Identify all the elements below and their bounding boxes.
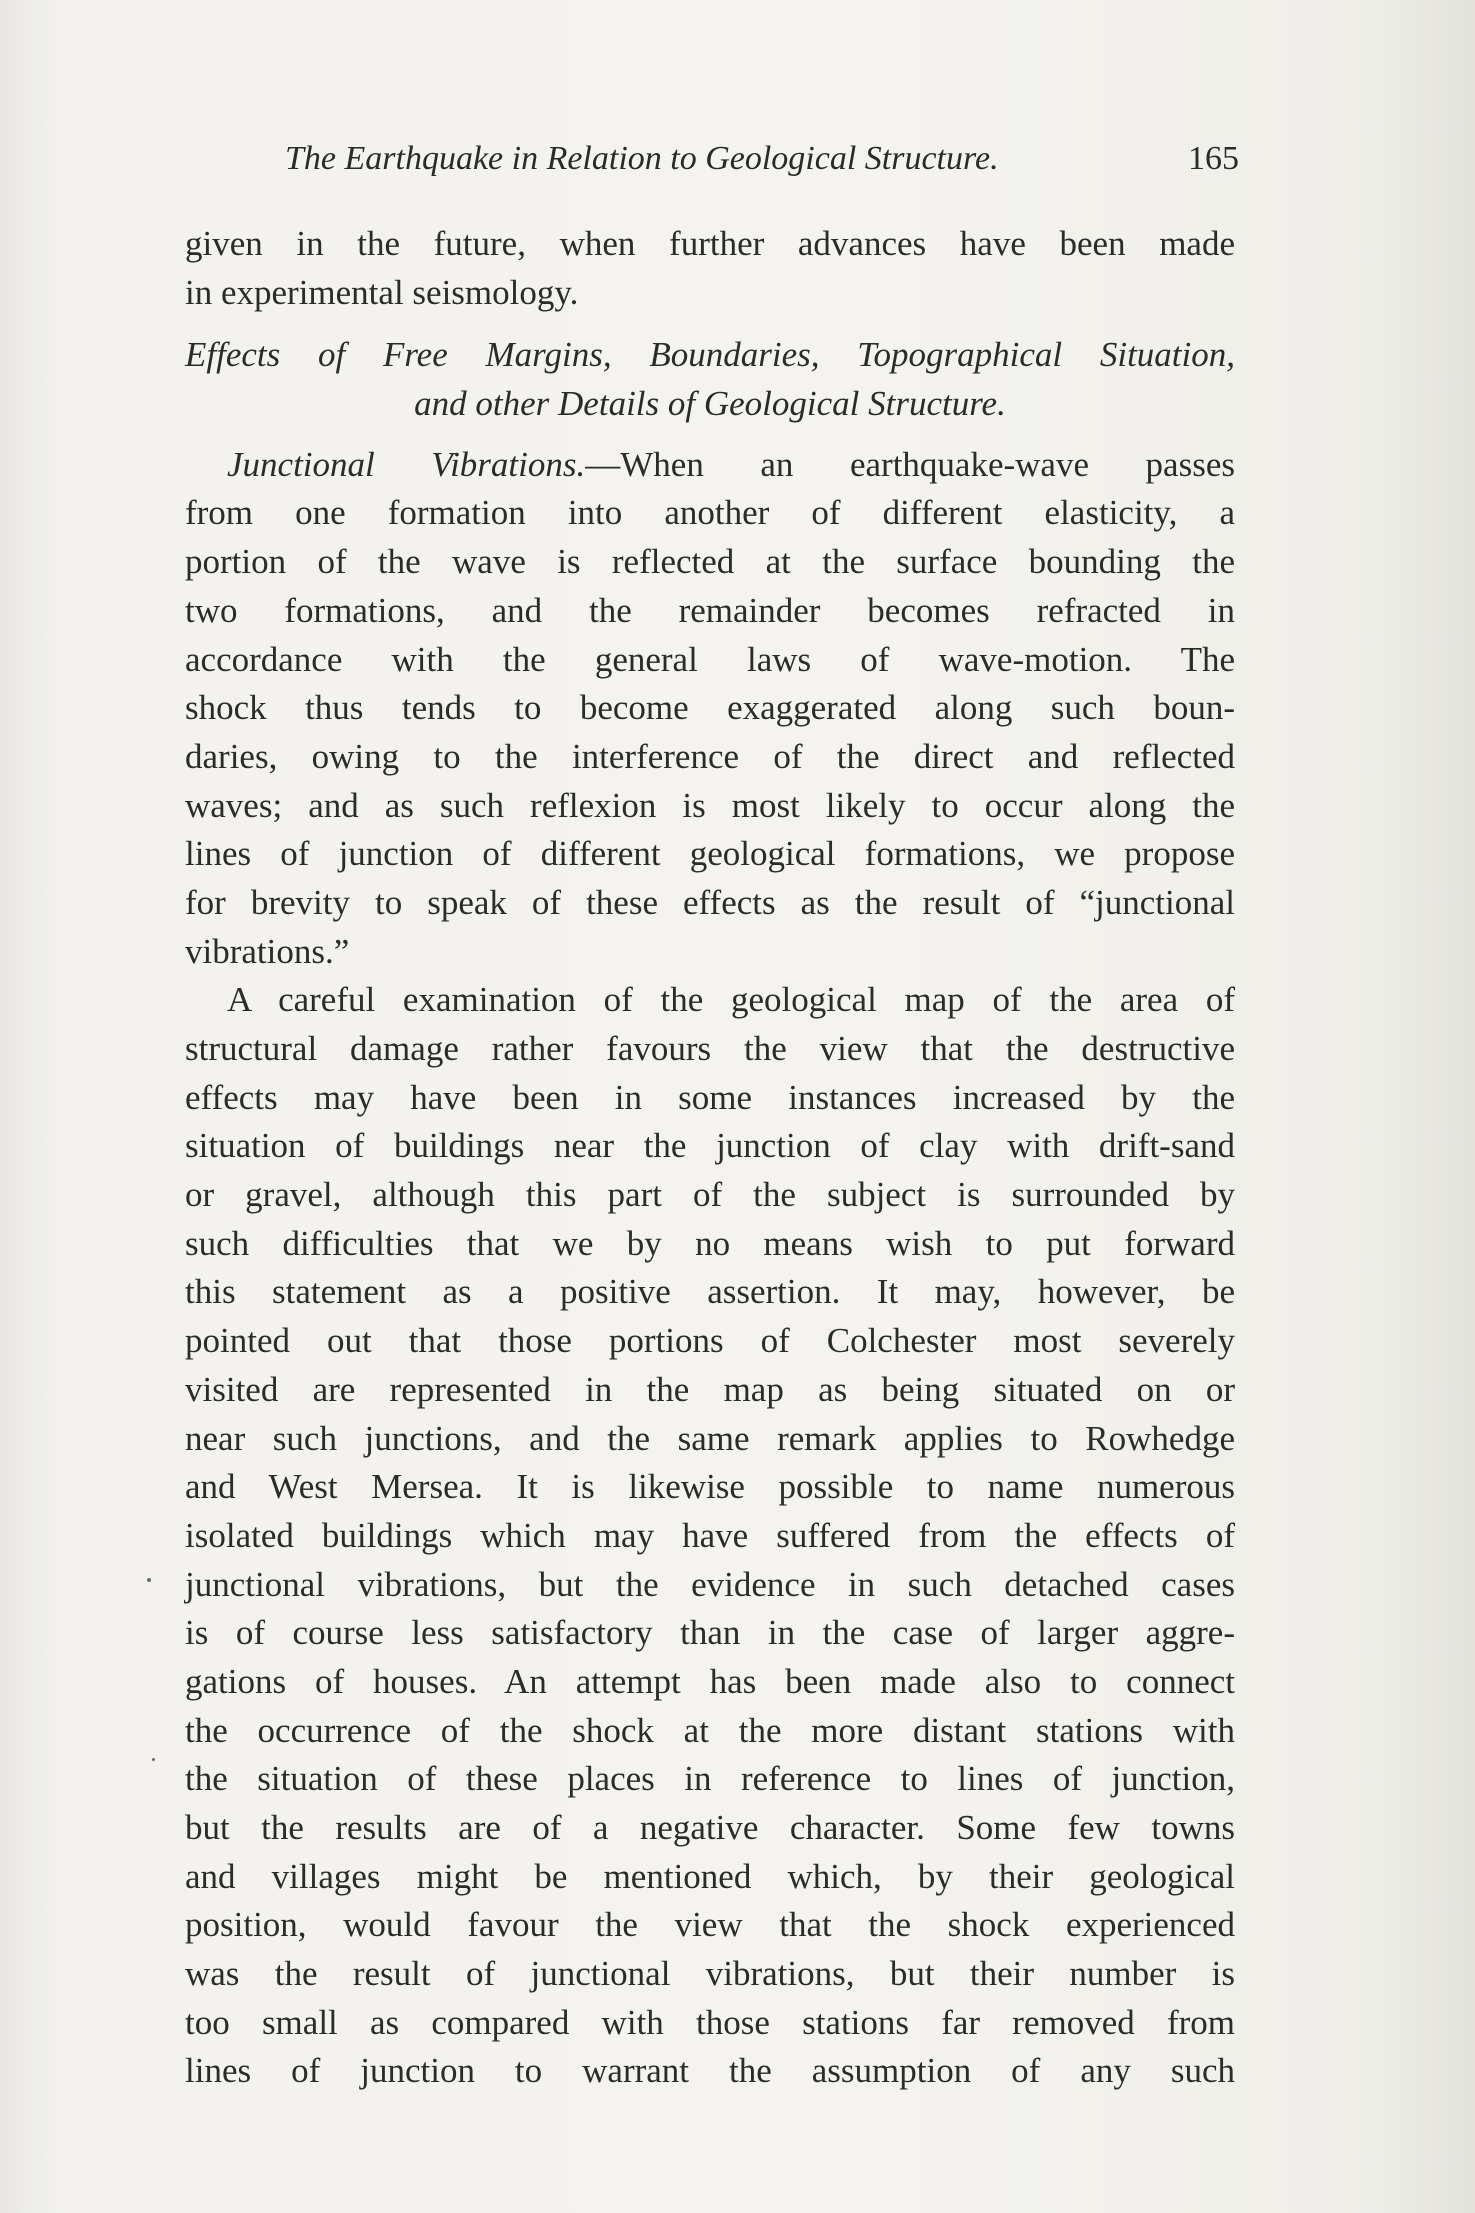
text-line: situation of buildings near the junction of clay with drift-sand [185, 1126, 1235, 1166]
text-run: —When an earthquake-wave passes [585, 444, 1235, 484]
paper-speck [147, 1578, 151, 1582]
text-line: structural damage rather favours the view that the destructive [185, 1029, 1235, 1068]
text-line: lines of junction of different geological formations, we propose [185, 834, 1235, 874]
text-line: waves; and as such reflexion is most likely to occur along the [185, 785, 1235, 825]
paragraph-3 [185, 976, 1235, 2096]
section-heading-line: Effects of Free Margins, Boundaries, Topographical Situation, [185, 335, 1235, 375]
running-head-title: The Earthquake in Relation to Geological Structure. [285, 140, 999, 177]
text-line: two formations, and the remainder becomes refracted in [185, 590, 1235, 630]
text-line: daries, owing to the interference of the direct and reflected [185, 736, 1235, 776]
text-line: visited are represented in the map as being situated on or [185, 1369, 1235, 1409]
text-line: from one formation into another of different elasticity, a [185, 493, 1235, 533]
paragraph-1 [185, 220, 1235, 317]
run-in-heading: Junctional Vibrations. [227, 444, 586, 484]
text-line: gations of houses. An attempt has been made also to connect [185, 1661, 1235, 1701]
section-heading [185, 331, 1235, 428]
text-line: for brevity to speak of these effects as the result of “junctional [185, 882, 1235, 922]
text-line: pointed out that those portions of Colchester most severely [185, 1321, 1235, 1361]
text-line: the occurrence of the shock at the more distant stations with [185, 1710, 1235, 1750]
text-line: in experimental seismology. [185, 272, 579, 312]
page-body [185, 220, 1235, 2096]
page-number: 165 [1188, 140, 1239, 177]
paragraph-2 [185, 441, 1235, 977]
text-line: A careful examination of the geological map of the area of [227, 980, 1235, 1020]
text-line: shock thus tends to become exaggerated along such boun- [185, 688, 1235, 728]
text-line: lines of junction to warrant the assumption of any such [185, 2051, 1235, 2091]
text-line: junctional vibrations, but the evidence in such detached cases [185, 1564, 1235, 1604]
text-line: position, would favour the view that the shock experienced [185, 1905, 1235, 1945]
text-line: too small as compared with those stations far removed from [185, 2002, 1235, 2042]
text-line: was the result of junctional vibrations, but their number is [185, 1954, 1235, 1994]
text-line: or gravel, although this part of the subject is surrounded by [185, 1175, 1235, 1215]
text-line [185, 441, 1235, 490]
text-line: the situation of these places in reference to lines of junction, [185, 1759, 1235, 1799]
text-line: given in the future, when further advances have been made [185, 224, 1235, 263]
text-line: near such junctions, and the same remark applies to Rowhedge [185, 1418, 1235, 1458]
text-line: vibrations.” [185, 931, 350, 971]
paper-speck [152, 1758, 155, 1761]
text-line: effects may have been in some instances increased by the [185, 1077, 1235, 1117]
text-line: such difficulties that we by no means wish to put forward [185, 1223, 1235, 1263]
text-line: isolated buildings which may have suffered from the effects of [185, 1515, 1235, 1555]
text-line: but the results are of a negative character. Some few towns [185, 1808, 1235, 1847]
section-heading-line: and other Details of Geological Structure. [414, 384, 1006, 424]
text-line: portion of the wave is reflected at the surface bounding the [185, 542, 1235, 582]
text-line: and West Mersea. It is likewise possible to name numerous [185, 1467, 1235, 1507]
text-line: and villages might be mentioned which, by their geological [185, 1856, 1235, 1896]
text-line: is of course less satisfactory than in the case of larger aggre- [185, 1613, 1235, 1653]
text-line: accordance with the general laws of wave-motion. The [185, 639, 1235, 679]
text-line: this statement as a positive assertion. It may, however, be [185, 1272, 1235, 1312]
